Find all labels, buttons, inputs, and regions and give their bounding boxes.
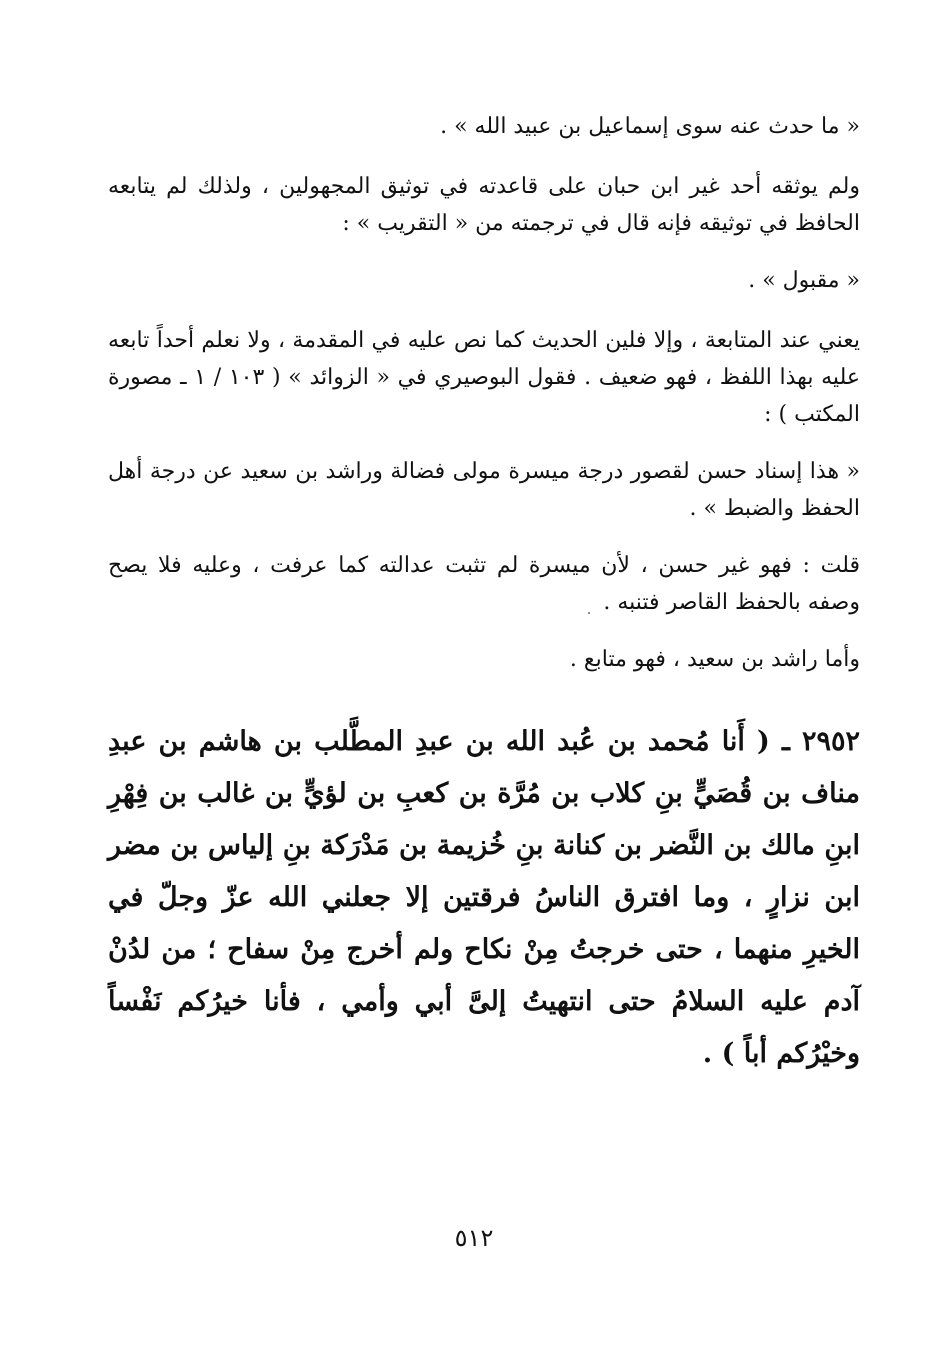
paragraph-mutabaa: يعني عند المتابعة ، وإلا فلين الحديث كما نص عليه في المقدمة ، ولا نعلم أحداً تابعه عليه بهذا اللفظ ، فهو ضعيف . فقول البوصيري في « الزوائد » ( ١٠٣ / ١ ـ مصورة المكتب ) :	[108, 328, 860, 427]
paragraph-rashid: وأما راشد بن سعيد ، فهو متابع .	[569, 647, 860, 672]
speck	[588, 612, 590, 614]
paragraph-qultu: قلت : فهو غير حسن ، لأن ميسرة لم تثبت عدالته كما عرفت ، وعليه فلا يصح وصفه بالحفظ القاصر فتنبه .	[108, 553, 860, 615]
quote-maqbul: « مقبول » .	[748, 268, 860, 293]
paragraph-ibn-hibban: ولم يوثقه أحد غير ابن حبان على قاعدته في توثيق المجهولين ، ولذلك لم يتابعه الحافظ في توثيقه فإنه قال في ترجمته من « التقريب » :	[108, 174, 860, 236]
page-number: ٥١٢	[454, 1224, 494, 1252]
quote-busiri: « هذا إسناد حسن لقصور درجة ميسرة مولى فضالة وراشد بن سعيد عن درجة أهل الحفظ والضبط » .	[108, 459, 860, 521]
hadith-text: ٢٩٥٢ ـ ( أَنا مُحمد بن عُبد الله بن عبدِ المطَّلب بن هاشم بن عبدِ مناف بن قُصَيٍّ بنِ كلاب بن مُرَّة بن كعبِ بن لؤيٍّ بن غالب بن فِهْرِ ابنِ مالك بن النَّضر بن كنانة بنِ خُزيمة بن مَدْرَكة بنِ إلياس بن مضر ابن نزارٍ ، وما افترق الناسُ فرقتين إلا جعلني الله عزّ وجلّ في الخيرِ منهما ، حتى خرجتُ مِنْ نكاح ولم أخرج مِنْ سفاح ؛ من لدُنْ آدم عليه السلامُ حتى انتهيتُ إلىَّ أبي وأمي ، فأنا خيرُكم نَفْساً وخيْرُكم أباً ) .	[108, 726, 860, 1069]
page-body	[108, 108, 860, 1107]
quote-hadith-narrator: « ما حدث عنه سوى إسماعيل بن عبيد الله » .	[440, 114, 860, 139]
